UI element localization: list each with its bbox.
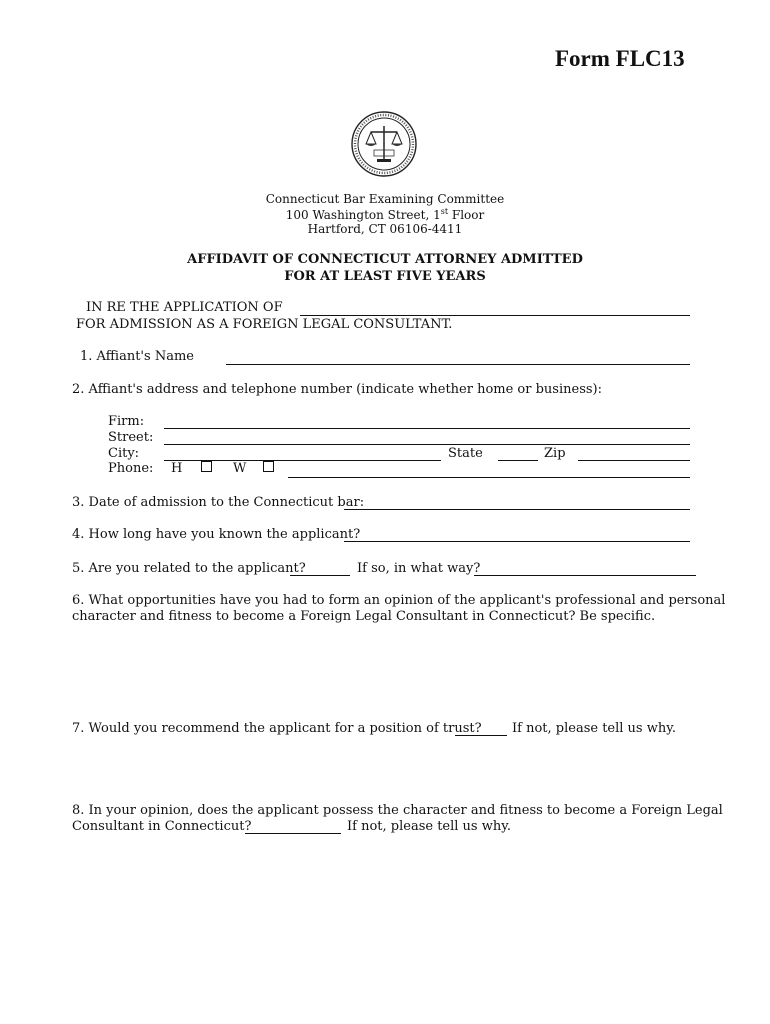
zip-field[interactable]	[578, 460, 690, 461]
q7-answer-area[interactable]	[72, 745, 692, 795]
q6-line2: character and fitness to become a Foreign Legal Consultant in Connecticut? Be specific.	[72, 609, 656, 624]
applicant-name-field[interactable]	[300, 315, 690, 316]
application-label: IN RE THE APPLICATION OF	[86, 300, 283, 315]
firm-label: Firm:	[108, 414, 145, 429]
related-field[interactable]	[290, 575, 350, 576]
known-duration-field[interactable]	[344, 541, 690, 542]
q4-label: 4. How long have you known the applicant?	[72, 527, 361, 542]
q7-followup-label: If not, please tell us why.	[512, 721, 676, 736]
recommend-field[interactable]	[455, 735, 507, 736]
q7-label: 7. Would you recommend the applicant for a position of trust?	[72, 721, 482, 736]
city-label: City:	[108, 446, 140, 461]
org-street: 100 Washington Street, 1st Floor	[285, 207, 485, 222]
form-title-line1: AFFIDAVIT OF CONNECTICUT ATTORNEY ADMITTED	[187, 252, 583, 267]
home-label: H	[171, 461, 183, 476]
q5-followup-label: If so, in what way?	[357, 561, 481, 576]
q8-line1: 8. In your opinion, does the applicant possess the character and fitness to become a Foreign Legal	[72, 803, 723, 818]
zip-label: Zip	[544, 446, 566, 461]
form-title-line2: FOR AT LEAST FIVE YEARS	[284, 269, 486, 284]
org-city: Hartford, CT 06106-4411	[307, 222, 463, 236]
q6-line1: 6. What opportunities have you had to form an opinion of the applicant's professional and personal	[72, 593, 726, 608]
q8-followup-label: If not, please tell us why.	[347, 819, 511, 834]
form-id: Form FLC13	[555, 46, 685, 71]
work-checkbox[interactable]	[263, 461, 274, 472]
seal-logo	[350, 110, 418, 178]
q1-label: 1. Affiant's Name	[80, 349, 194, 364]
application-purpose: FOR ADMISSION AS A FOREIGN LEGAL CONSULTANT.	[76, 317, 453, 332]
state-label: State	[448, 446, 483, 461]
affiant-name-field[interactable]	[226, 364, 690, 365]
work-label: W	[233, 461, 247, 476]
q2-label: 2. Affiant's address and telephone number (indicate whether home or business):	[72, 382, 602, 397]
q8-answer-area[interactable]	[72, 845, 692, 995]
street-label: Street:	[108, 430, 154, 445]
q5-label: 5. Are you related to the applicant?	[72, 561, 306, 576]
fitness-field[interactable]	[245, 833, 341, 834]
relation-field[interactable]	[474, 575, 696, 576]
street-field[interactable]	[164, 444, 690, 445]
state-field[interactable]	[498, 460, 538, 461]
phone-label: Phone:	[108, 461, 154, 476]
phone-field[interactable]	[288, 477, 690, 478]
firm-field[interactable]	[164, 428, 690, 429]
admission-date-field[interactable]	[344, 509, 690, 510]
home-checkbox[interactable]	[201, 461, 212, 472]
q6-answer-area[interactable]	[72, 630, 692, 710]
q3-label: 3. Date of admission to the Connecticut bar:	[72, 495, 365, 510]
q8-line2: Consultant in Connecticut?	[72, 819, 252, 834]
org-name: Connecticut Bar Examining Committee	[265, 192, 505, 206]
